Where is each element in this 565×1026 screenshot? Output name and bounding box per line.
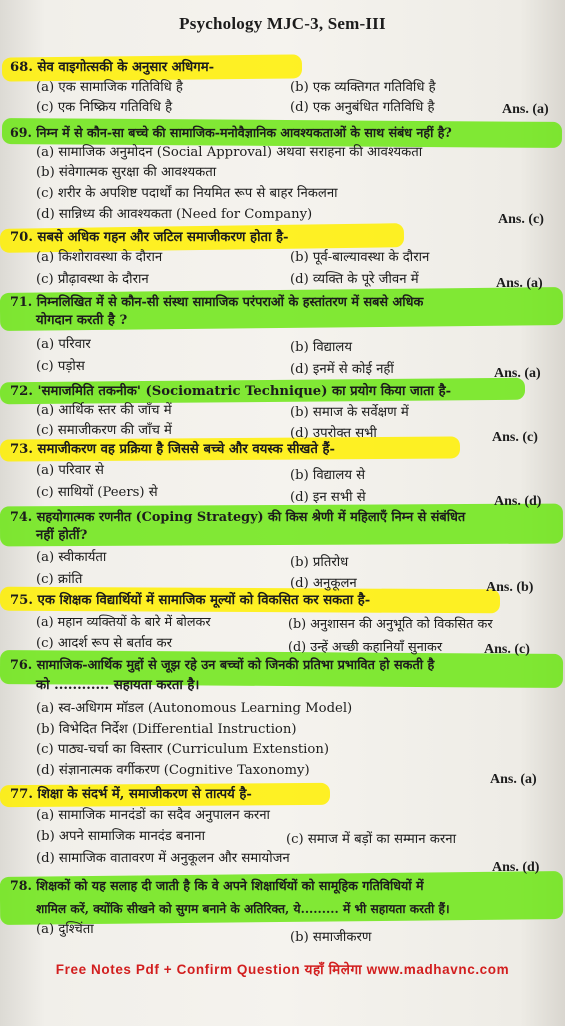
question-78: 78. शिक्षकों को यह सलाह दी जाती है कि वे अपने शिक्षार्थियों को सामूहिक गतिविधियों में [10, 878, 424, 893]
option-72d: (d) उपरोक्त सभी [290, 426, 377, 441]
option-77d: (d) सामाजिक वातावरण में अनुकूलन और समायोजन [36, 851, 290, 866]
option-72c: (c) समाजीकरण की जाँच में [36, 423, 172, 438]
option-78b: (b) समाजीकरण [290, 930, 372, 945]
option-75b: (b) अनुशासन की अनुभूति को विकसित कर [288, 617, 493, 632]
answer-70: Ans. (a) [496, 276, 543, 291]
option-69a: (a) सामाजिक अनुमोदन (Social Approval) अथवा सराहना की आवश्यकता [36, 145, 423, 160]
answer-76: Ans. (a) [490, 772, 537, 787]
answer-77: Ans. (d) [492, 860, 540, 875]
option-69b: (b) संवेगात्मक सुरक्षा की आवश्यकता [36, 165, 217, 180]
option-76c: (c) पाठ्य-चर्चा का विस्तार (Curriculum Extenstion) [36, 742, 329, 757]
answer-68: Ans. (a) [502, 102, 549, 117]
option-70a: (a) किशोरावस्था के दौरान [36, 250, 163, 265]
page-header: Psychology MJC-3, Sem-III [179, 14, 386, 33]
footer-promo: Free Notes Pdf + Confirm Question यहाँ मिलेगा www.madhavnc.com [55, 962, 510, 977]
question-75: 75. एक शिक्षक विद्यार्थियों में सामाजिक मूल्यों को विकसित कर सकता है- [10, 593, 371, 608]
option-77b: (b) अपने सामाजिक मानदंड बनाना [36, 829, 206, 844]
option-71b: (b) विद्यालय [290, 340, 352, 355]
option-71a: (a) परिवार [36, 337, 91, 352]
option-71d: (d) इनमें से कोई नहीं [290, 362, 394, 377]
question-70: 70. सबसे अधिक गहन और जटिल समाजीकरण होता है- [10, 230, 289, 245]
question-76: 76. सामाजिक-आर्थिक मुद्दों से जूझ रहे उन बच्चों को जिनकी प्रतिभा प्रभावित हो सकती है [10, 658, 435, 673]
option-78a: (a) दुश्चिंता [36, 922, 94, 937]
option-74c: (c) क्रांति [36, 572, 83, 587]
question-74-cont: नहीं होतीं? [36, 528, 88, 543]
question-71-cont: योगदान करती है ? [36, 313, 128, 328]
option-75d: (d) उन्हें अच्छी कहानियाँ सुनाकर [288, 640, 443, 655]
option-68b: (b) एक व्यक्तिगत गतिविधि है [290, 80, 436, 95]
option-72a: (a) आर्थिक स्तर की जाँच में [36, 403, 172, 418]
option-76b: (b) विभेदित निर्देश (Differential Instruction) [36, 722, 297, 737]
answer-73: Ans. (d) [494, 494, 542, 509]
option-68a: (a) एक सामाजिक गतिविधि है [36, 80, 183, 95]
option-74b: (b) प्रतिरोध [290, 555, 349, 570]
question-71: 71. निम्नलिखित में से कौन-सी संस्था सामाजिक परंपराओं के हस्तांतरण में सबसे अधिक [10, 295, 424, 310]
option-77c: (c) समाज में बड़ों का सम्मान करना [286, 832, 456, 847]
question-68: 68. सेव वाइगोत्सकी के अनुसार अधिगम- [10, 60, 215, 75]
option-71c: (c) पड़ोस [36, 359, 85, 374]
question-76-cont: को ............ सहायता करता है। [36, 678, 200, 693]
answer-72: Ans. (c) [492, 430, 538, 445]
option-70c: (c) प्रौढ़ावस्था के दौरान [36, 272, 149, 287]
option-74a: (a) स्वीकार्यता [36, 550, 107, 565]
option-76a: (a) स्व-अधिगम मॉडल (Autonomous Learning Model) [36, 701, 353, 716]
question-74: 74. सहयोगात्मक रणनीत (Coping Strategy) की किस श्रेणी में महिलाएँ निम्न से संबंधित [10, 510, 466, 525]
option-76d: (d) संज्ञानात्मक वर्गीकरण (Cognitive Taxonomy) [36, 763, 310, 778]
question-73: 73. समाजीकरण वह प्रक्रिया है जिससे बच्चे और वयस्क सीखते हैं- [10, 442, 335, 457]
question-69: 69. निम्न में से कौन-सा बच्चे की सामाजिक-मनोवैज्ञानिक आवश्यकताओं के साथ संबंध नहीं है? [10, 125, 452, 140]
option-70b: (b) पूर्व-बाल्यावस्था के दौरान [290, 250, 430, 265]
question-77: 77. शिक्षा के संदर्भ में, समाजीकरण से तात्पर्य है- [10, 787, 252, 802]
option-69d: (d) सान्निध्य की आवश्यकता (Need for Company) [36, 207, 313, 222]
question-78-cont: शामिल करें, क्योंकि सीखने को सुगम बनाने के अतिरिक्त, ये......... में भी सहायता करती हैं। [36, 902, 450, 916]
option-73b: (b) विद्यालय से [290, 468, 366, 483]
option-72b: (b) समाज के सर्वेक्षण में [290, 405, 409, 420]
answer-75: Ans. (c) [484, 642, 530, 657]
answer-71: Ans. (a) [494, 366, 541, 381]
option-73a: (a) परिवार से [36, 463, 104, 478]
option-73d: (d) इन सभी से [290, 490, 366, 505]
option-69c: (c) शरीर के अपशिष्ट पदार्थों का नियमित रूप से बाहर निकलना [36, 186, 338, 201]
answer-69: Ans. (c) [498, 212, 544, 227]
option-73c: (c) साथियों (Peers) से [36, 485, 158, 500]
question-72: 72. 'समाजमिति तकनीक' (Sociomatric Technique) का प्रयोग किया जाता है- [10, 384, 452, 399]
option-74d: (d) अनुकूलन [290, 576, 357, 591]
option-68c: (c) एक निष्क्रिय गतिविधि है [36, 100, 173, 115]
option-77a: (a) सामाजिक मानदंडों का सदैव अनुपालन करना [36, 808, 270, 823]
option-70d: (d) व्यक्ति के पूरे जीवन में [290, 272, 419, 287]
option-68d: (d) एक अनुबंधित गतिविधि है [290, 100, 435, 115]
option-75a: (a) महान व्यक्तियों के बारे में बोलकर [36, 615, 211, 630]
answer-74: Ans. (b) [486, 580, 534, 595]
option-75c: (c) आदर्श रूप से बर्ताव कर [36, 636, 173, 651]
